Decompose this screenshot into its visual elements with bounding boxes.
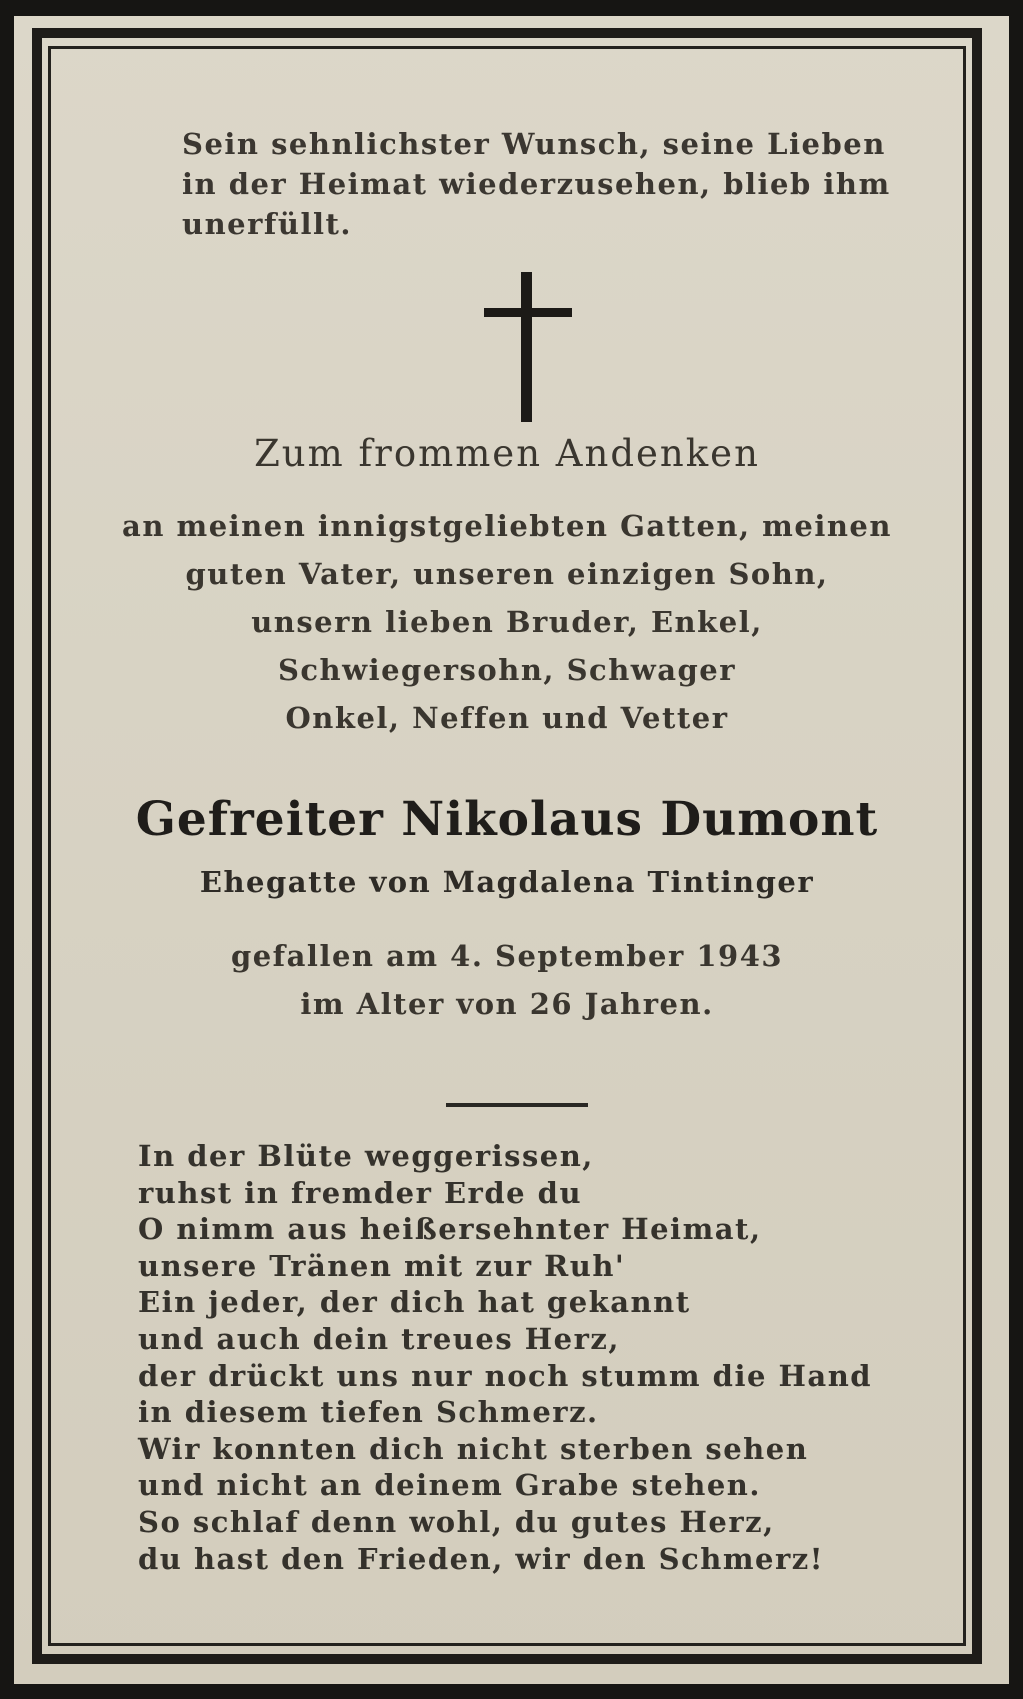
dedication-line: Onkel, Neffen und Vetter — [285, 701, 729, 735]
cross-icon — [484, 272, 572, 422]
age-line: im Alter von 26 Jahren. — [300, 987, 714, 1021]
poem-line: ruhst in fremder Erde du — [138, 1175, 583, 1210]
dedication-line: unsern lieben Bruder, Enkel, — [251, 605, 763, 639]
dedication-line: Schwiegersohn, Schwager — [277, 653, 737, 687]
poem-line: Ein jeder, der dich hat gekannt — [138, 1285, 691, 1320]
divider-line — [446, 1103, 588, 1107]
spouse-line: Ehegatte von Magdalena Tintinger — [199, 865, 815, 899]
intro-line: Sein sehnlichster Wunsch, seine Lieben — [182, 127, 886, 161]
poem-line: So schlaf denn wohl, du gutes Herz, — [138, 1504, 775, 1539]
poem-line: O nimm aus heißersehnter Heimat, — [138, 1212, 762, 1247]
poem-line: in diesem tiefen Schmerz. — [138, 1395, 599, 1430]
poem-line: Wir konnten dich nicht sterben sehen — [138, 1431, 809, 1466]
memorial-heading: Zum frommen Andenken — [254, 432, 760, 475]
dedication-line: guten Vater, unseren einzigen Sohn, — [185, 557, 829, 591]
intro-text — [182, 124, 902, 244]
poem-line: der drückt uns nur noch stumm die Hand — [138, 1358, 873, 1393]
intro-line: unerfüllt. — [182, 207, 352, 241]
intro-line: in der Heimat wiederzusehen, blieb ihm — [182, 167, 891, 201]
death-date-line: gefallen am 4. September 1943 — [230, 939, 784, 973]
dedication-text — [54, 502, 960, 742]
dedication-line: an meinen innigstgeliebten Gatten, meinen — [122, 509, 892, 543]
memorial-poem — [138, 1138, 938, 1577]
card-paper — [14, 16, 1009, 1684]
poem-line: und auch dein treues Herz, — [138, 1321, 620, 1356]
poem-line: unsere Tränen mit zur Ruh' — [138, 1248, 626, 1283]
poem-line: In der Blüte weggerissen, — [138, 1139, 594, 1173]
poem-line: und nicht an deinem Grabe stehen. — [138, 1468, 761, 1503]
death-details — [54, 932, 960, 1028]
card-content — [54, 52, 960, 1640]
deceased-name: Gefreiter Nikolaus Dumont — [135, 792, 879, 847]
poem-line: du hast den Frieden, wir den Schmerz! — [138, 1541, 824, 1576]
